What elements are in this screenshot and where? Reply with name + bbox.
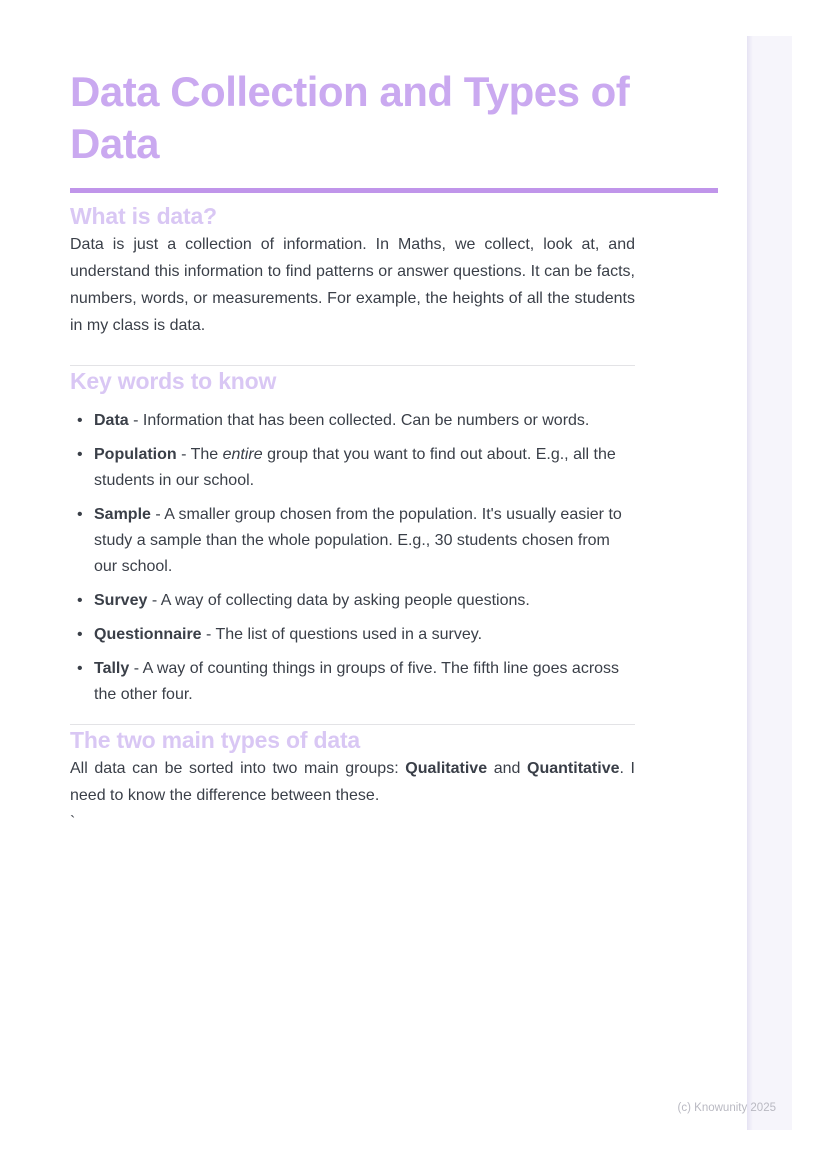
section-heading-two-main-types: The two main types of data — [70, 727, 361, 753]
types-text-pre: All data can be sorted into two main groups: — [70, 760, 406, 777]
keyword-definition: - The list of questions used in a survey. — [201, 626, 483, 643]
keyword-definition: - A way of counting things in groups of five. The fifth line goes across the other four. — [94, 660, 620, 703]
page-edge-band — [747, 36, 792, 1130]
list-item-questionnaire — [70, 622, 635, 648]
types-text-mid: and — [487, 760, 528, 777]
section-heading-what-is-data: What is data? — [70, 203, 217, 229]
paragraph-what-is-data: Data is just a collection of information. In Maths, we collect, look at, and understand this information to find patterns or answer questions. It can be facts, numbers, words, or measurements. For example, the heights of all the students in my class is data. — [70, 236, 635, 334]
stray-backtick: ` — [70, 814, 76, 831]
types-bold-quantitative: Quantitative — [527, 760, 620, 777]
list-item-sample — [70, 502, 635, 580]
keyword-term: Data — [94, 412, 129, 429]
page-title-line1: Data Collection and Types of — [70, 68, 630, 115]
keyword-definition: - A way of collecting data by asking people questions. — [147, 592, 530, 609]
keyword-term: Population — [94, 446, 177, 463]
document-content — [70, 0, 718, 836]
list-item-data — [70, 408, 635, 434]
keyword-term: Tally — [94, 660, 130, 677]
list-item-population — [70, 442, 635, 494]
page-title — [70, 66, 718, 170]
footer-copyright: (c) Knowunity 2025 — [677, 1102, 776, 1114]
section-heading-key-words: Key words to know — [70, 368, 277, 394]
keyword-term: Survey — [94, 592, 148, 609]
list-item-tally — [70, 656, 635, 708]
keyword-definition: - Information that has been collected. Can be numbers or words. — [128, 412, 590, 429]
keyword-definition: - A smaller group chosen from the population. It's usually easier to study a sample than the whole population. E.g., 30 students chosen from our school. — [94, 506, 622, 575]
keyword-definition: - The — [176, 446, 223, 463]
keyword-list — [70, 408, 635, 708]
paragraph-two-main-types — [70, 755, 635, 809]
keyword-italic: entire — [222, 446, 263, 463]
keyword-definition-post: group that you want to find out about. E.g., all the students in our school. — [94, 446, 616, 489]
keyword-term: Sample — [94, 506, 151, 523]
types-text-post: . I need to know the difference between these. — [70, 760, 636, 804]
types-bold-qualitative: Qualitative — [405, 760, 488, 777]
title-rule — [70, 188, 718, 193]
keyword-term: Questionnaire — [94, 626, 202, 643]
body-column — [70, 201, 635, 836]
page-title-line2: Data — [70, 120, 160, 167]
list-item-survey — [70, 588, 635, 614]
